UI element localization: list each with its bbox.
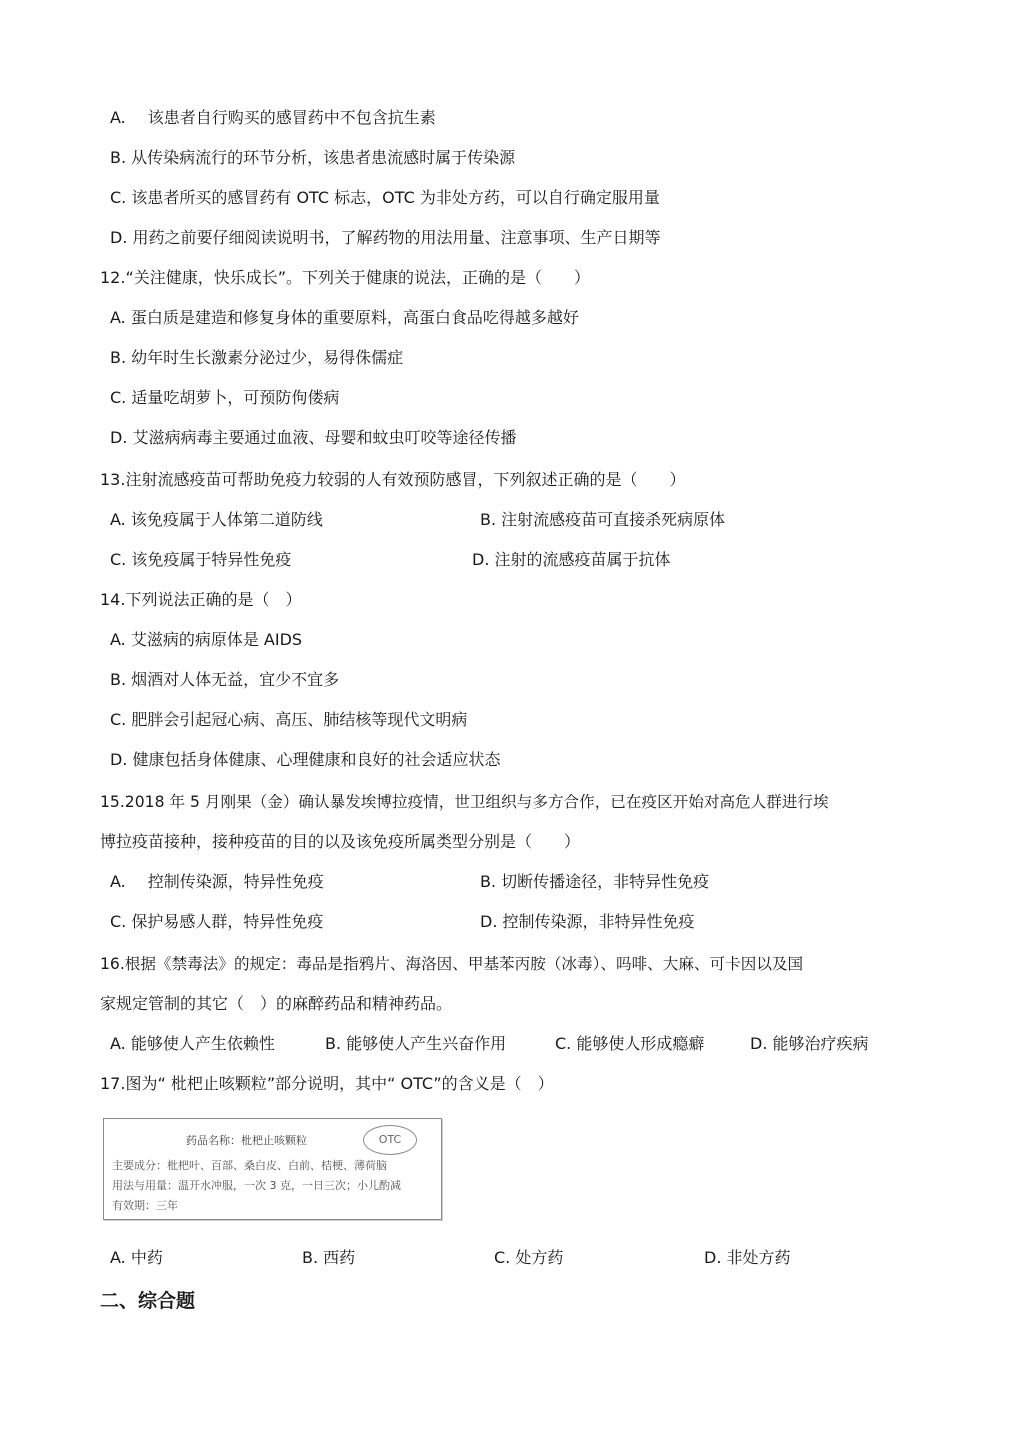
q11-option-d [110,228,661,248]
medicine-name: 药品名称：枇杷止咳颗粒 [186,1134,307,1147]
option-text: 能够治疗疾病 [772,1034,869,1053]
q12-stem: 12.“关注健康，快乐成长”。下列关于健康的说法，正确的是（ ） [100,268,591,287]
option-label: D. [704,1248,722,1267]
option-text: 该免疫属于特异性免疫 [131,550,292,569]
option-label: C. [110,550,127,569]
medicine-label-figure [103,1118,442,1220]
q16-stem-line2: 家规定管制的其它（ ）的麻醉药品和精神药品。 [100,994,453,1013]
q17-option-a [110,1248,163,1268]
option-label: C. [110,710,127,729]
q15-option-d [480,912,695,932]
q13-option-a [110,510,323,530]
q15-option-b [480,872,709,892]
option-text: 处方药 [515,1248,564,1267]
option-text: 控制传染源，非特异性免疫 [502,912,695,931]
option-text: 该患者自行购买的感冒药中不包含抗生素 [147,108,436,127]
q17-stem: 17.图为“ 枇杷止咳颗粒”部分说明，其中“ OTC”的含义是（ ） [100,1074,554,1093]
q14-option-c [110,710,467,730]
option-label: B. [480,510,497,529]
q15-option-a [110,872,324,892]
option-label: D. [110,750,128,769]
q15-stem-line2: 博拉疫苗接种，接种疫苗的目的以及该免疫所属类型分别是（ ） [100,832,581,851]
option-label: A. [110,108,126,127]
q16-stem-line1: 16.根据《禁毒法》的规定：毒品是指鸦片、海洛因、甲基苯丙胺（冰毒）、吗啡、大麻、可卡因以及国 [100,955,804,973]
option-text: 艾滋病病毒主要通过血液、母婴和蚊虫叮咬等途径传播 [132,428,517,447]
option-text: 蛋白质是建造和修复身体的重要原料，高蛋白食品吃得越多越好 [130,308,579,327]
option-label: C. [555,1034,572,1053]
option-text: 从传染病流行的环节分析，该患者患流感时属于传染源 [131,148,516,167]
option-label: D. [472,550,490,569]
q11-option-a [110,108,436,128]
option-label: C. [110,388,127,407]
option-text: 该患者所买的感冒药有 OTC 标志，OTC 为非处方药，可以自行确定服用量 [131,188,660,207]
option-label: B. [302,1248,319,1267]
q14-option-d [110,750,501,770]
q14-stem: 14.下列说法正确的是（ ） [100,590,302,609]
q15-stem-line1: 15.2018 年 5 月刚果（金）确认暴发埃博拉疫情，世卫组织与多方合作，已在疫区开始对高危人群进行埃 [100,793,829,811]
q17-option-c [494,1248,563,1268]
option-label: B. [110,348,127,367]
option-label: B. [110,148,127,167]
option-label: B. [110,670,127,689]
option-text: 注射的流感疫苗属于抗体 [494,550,671,569]
q16-option-d [750,1034,869,1054]
q12-option-b [110,348,403,368]
medicine-ingredients: 主要成分：枇杷叶、百部、桑白皮、白前、桔梗、薄荷脑 [112,1159,387,1172]
option-label: D. [750,1034,768,1053]
option-label: C. [494,1248,511,1267]
section-title: 二、综合题 [100,1290,196,1312]
option-label: B. [325,1034,342,1053]
option-label: D. [110,228,128,247]
option-text: 中药 [130,1248,163,1267]
option-text: 艾滋病的病原体是 AIDS [130,630,303,649]
option-text: 能够使人形成瘾癖 [576,1034,705,1053]
option-text: 能够使人产生依赖性 [130,1034,275,1053]
option-label: D. [110,428,128,447]
q17-option-d [704,1248,791,1268]
q13-option-c [110,550,291,570]
option-label: A. [110,510,126,529]
option-label: A. [110,308,126,327]
medicine-validity: 有效期：三年 [112,1199,178,1212]
otc-badge: OTC [363,1125,417,1155]
q15-option-c [110,912,323,932]
option-label: C. [110,188,127,207]
option-text: 保护易感人群，特异性免疫 [131,912,324,931]
option-text: 健康包括身体健康、心理健康和良好的社会适应状态 [132,750,501,769]
q12-option-a [110,308,579,328]
option-text: 适量吃胡萝卜，可预防佝偻病 [131,388,340,407]
q14-option-a [110,630,302,650]
option-text: 切断传播途径，非特异性免疫 [501,872,710,891]
q13-option-b [480,510,725,530]
option-label: A. [110,630,126,649]
q11-option-b [110,148,515,168]
option-text: 注射流感疫苗可直接杀死病原体 [501,510,726,529]
option-text: 用药之前要仔细阅读说明书，了解药物的用法用量、注意事项、生产日期等 [132,228,661,247]
option-label: A. [110,872,126,891]
option-label: D. [480,912,498,931]
option-text: 肥胖会引起冠心病、高压、肺结核等现代文明病 [131,710,468,729]
medicine-usage: 用法与用量：温开水冲服，一次 3 克，一日三次；小儿酌减 [112,1179,401,1192]
option-text: 控制传染源，特异性免疫 [147,872,324,891]
q14-option-b [110,670,339,690]
option-label: A. [110,1248,126,1267]
q12-option-d [110,428,517,448]
q13-option-d [472,550,671,570]
option-text: 烟酒对人体无益，宜少不宜多 [131,670,340,689]
option-text: 能够使人产生兴奋作用 [346,1034,507,1053]
option-text: 该免疫属于人体第二道防线 [130,510,323,529]
option-text: 西药 [323,1248,356,1267]
option-text: 非处方药 [726,1248,791,1267]
option-text: 幼年时生长激素分泌过少，易得侏儒症 [131,348,404,367]
option-label: B. [480,872,497,891]
q16-option-a [110,1034,275,1054]
q16-option-b [325,1034,506,1054]
option-label: C. [110,912,127,931]
q13-stem: 13.注射流感疫苗可帮助免疫力较弱的人有效预防感冒，下列叙述正确的是（ ） [100,470,686,489]
q17-option-b [302,1248,355,1268]
q11-option-c [110,188,660,208]
q12-option-c [110,388,339,408]
option-label: A. [110,1034,126,1053]
q16-option-c [555,1034,704,1054]
